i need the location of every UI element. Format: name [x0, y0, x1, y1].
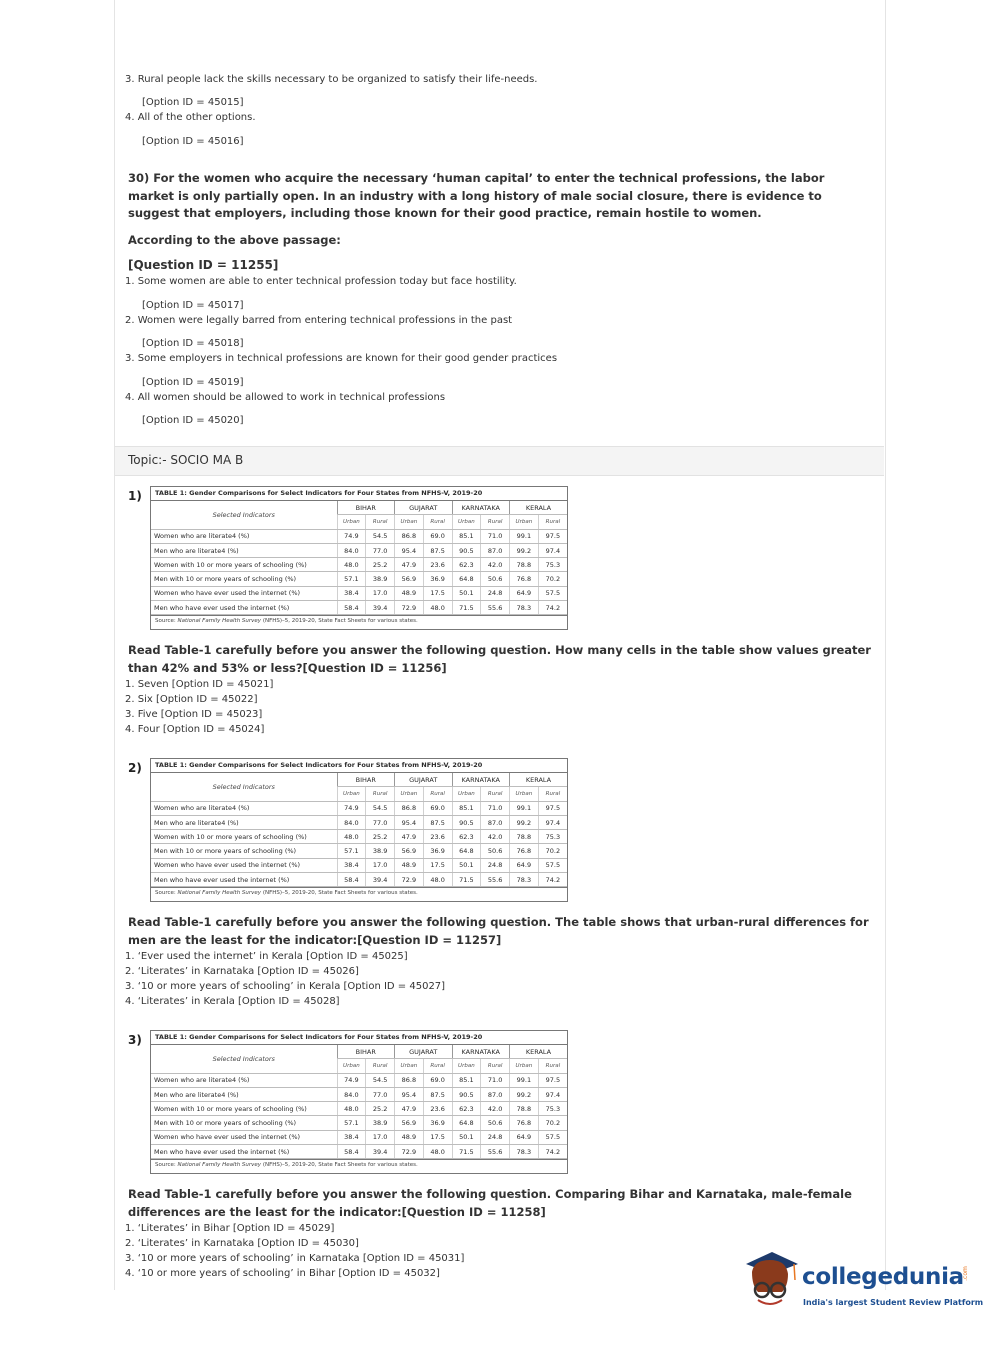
- table-cell: 55.6: [481, 1145, 510, 1159]
- state-header: GUJARAT: [395, 501, 453, 515]
- table-grid: [151, 501, 567, 615]
- table-cell: 62.3: [452, 1102, 481, 1116]
- table-cell: 38.4: [337, 586, 366, 600]
- table-cell: 70.2: [538, 844, 567, 858]
- q30-option-3-id: [Option ID = 45019]: [142, 377, 244, 388]
- table-cell: 48.0: [337, 1102, 366, 1116]
- table-cell: 97.4: [538, 1087, 567, 1101]
- q3-option-3: 3. ‘10 or more years of schooling’ in Karnataka [Option ID = 45031]: [125, 1253, 465, 1264]
- table-cell: 75.3: [538, 1102, 567, 1116]
- table-cell: 85.1: [452, 801, 481, 815]
- table-cell: 85.1: [452, 1073, 481, 1087]
- urban-subheader: Urban: [452, 515, 481, 529]
- table-cell: 64.9: [510, 1130, 539, 1144]
- table-cell: 48.9: [395, 586, 424, 600]
- urban-subheader: Urban: [337, 1059, 366, 1073]
- state-header: KERALA: [510, 1045, 568, 1059]
- urban-subheader: Urban: [510, 787, 539, 801]
- q2-text: Read Table-1 carefully before you answer the following question. The table shows that urban-rural differences for men are the least for the indicator:[Question ID = 11257]: [128, 915, 869, 947]
- table-cell: 39.4: [366, 1145, 395, 1159]
- q1-number: 1): [128, 489, 142, 503]
- q2-number: 2): [128, 761, 142, 775]
- table-row: [151, 1130, 567, 1144]
- topic-bar: [115, 446, 884, 476]
- state-header: KERALA: [510, 501, 568, 515]
- indicator-label: Men who are literate4 (%): [151, 815, 337, 829]
- table-cell: 86.8: [395, 801, 424, 815]
- table-cell: 48.0: [337, 830, 366, 844]
- indicator-label: Women with 10 or more years of schooling (%): [151, 1102, 337, 1116]
- rural-subheader: Rural: [423, 515, 452, 529]
- table-cell: 72.9: [395, 1145, 424, 1159]
- q30-prompt: According to the above passage:: [128, 233, 341, 247]
- q3-number: 3): [128, 1033, 142, 1047]
- table-row: [151, 1073, 567, 1087]
- q30-text: 30) For the women who acquire the necessary ‘human capital’ to enter the technical professions, the labor market is only partially open. In an industry with a long history of male social closure, there is evidence to suggest that employers, including those known for their good practice, remain hostile to women.: [128, 171, 825, 220]
- table-cell: 48.9: [395, 858, 424, 872]
- table-cell: 48.0: [423, 873, 452, 887]
- table-cell: 38.9: [366, 572, 395, 586]
- table-cell: 70.2: [538, 572, 567, 586]
- state-header: GUJARAT: [395, 1045, 453, 1059]
- table-source: [151, 887, 567, 901]
- urban-subheader: Urban: [395, 1059, 424, 1073]
- table-cell: 76.8: [510, 844, 539, 858]
- table-cell: 78.3: [510, 1145, 539, 1159]
- table-cell: 71.5: [452, 601, 481, 615]
- q1-option-4: 4. Four [Option ID = 45024]: [125, 724, 265, 735]
- indicator-label: Women who are literate4 (%): [151, 529, 337, 543]
- state-header: BIHAR: [337, 773, 395, 787]
- urban-subheader: Urban: [337, 515, 366, 529]
- table-cell: 86.8: [395, 1073, 424, 1087]
- rural-subheader: Rural: [481, 1059, 510, 1073]
- table-cell: 74.2: [538, 1145, 567, 1159]
- table-cell: 47.9: [395, 558, 424, 572]
- table-cell: 90.5: [452, 1087, 481, 1101]
- rural-subheader: Rural: [423, 1059, 452, 1073]
- logo-tagline: India's largest Student Review Platform: [803, 1298, 984, 1307]
- table-cell: 87.5: [423, 1087, 452, 1101]
- table-cell: 95.4: [395, 1087, 424, 1101]
- table-cell: 78.8: [510, 1102, 539, 1116]
- q30-option-3: 3. Some employers in technical professions are known for their good gender practices: [125, 353, 558, 364]
- rural-subheader: Rural: [538, 787, 567, 801]
- q29-option-3: 3. Rural people lack the skills necessary to be organized to satisfy their life-needs.: [125, 74, 538, 85]
- table-cell: 64.9: [510, 586, 539, 600]
- table-cell: 17.5: [423, 858, 452, 872]
- table-cell: 74.9: [337, 801, 366, 815]
- data-table: [150, 758, 568, 902]
- indicator-label: Women who are literate4 (%): [151, 1073, 337, 1087]
- table-cell: 50.6: [481, 844, 510, 858]
- table-cell: 24.8: [481, 1130, 510, 1144]
- data-table: [150, 1030, 568, 1174]
- table-cell: 17.5: [423, 1130, 452, 1144]
- indicator-label: Women with 10 or more years of schooling (%): [151, 830, 337, 844]
- table-cell: 64.8: [452, 844, 481, 858]
- table-row: [151, 873, 567, 887]
- q2-option-3: 3. ‘10 or more years of schooling’ in Kerala [Option ID = 45027]: [125, 981, 446, 992]
- q2-option-1: 1. ‘Ever used the internet’ in Kerala [Option ID = 45025]: [125, 951, 408, 962]
- indicator-label: Men who have ever used the internet (%): [151, 873, 337, 887]
- rural-subheader: Rural: [538, 515, 567, 529]
- q2-option-2: 2. ‘Literates’ in Karnataka [Option ID = 45026]: [125, 966, 359, 977]
- table-cell: 78.3: [510, 873, 539, 887]
- table-cell: 17.0: [366, 858, 395, 872]
- rural-subheader: Rural: [481, 515, 510, 529]
- table-grid: [151, 773, 567, 887]
- urban-subheader: Urban: [510, 1059, 539, 1073]
- table-cell: 38.4: [337, 858, 366, 872]
- indicator-label: Women who are literate4 (%): [151, 801, 337, 815]
- table-cell: 17.5: [423, 586, 452, 600]
- table-cell: 42.0: [481, 830, 510, 844]
- table-cell: 77.0: [366, 815, 395, 829]
- table-cell: 39.4: [366, 873, 395, 887]
- table-row: [151, 543, 567, 557]
- q29-option-4-id: [Option ID = 45016]: [142, 136, 244, 147]
- table-cell: 95.4: [395, 815, 424, 829]
- table-cell: 77.0: [366, 1087, 395, 1101]
- q30-option-2: 2. Women were legally barred from entering technical professions in the past: [125, 315, 513, 326]
- q2-option-4: 4. ‘Literates’ in Kerala [Option ID = 45028]: [125, 996, 340, 1007]
- table-cell: 57.1: [337, 1116, 366, 1130]
- table-cell: 48.0: [337, 558, 366, 572]
- table-cell: 56.9: [395, 1116, 424, 1130]
- indicator-label: Men who have ever used the internet (%): [151, 1145, 337, 1159]
- table-cell: 56.9: [395, 844, 424, 858]
- q1-option-2: 2. Six [Option ID = 45022]: [125, 694, 258, 705]
- table-cell: 97.4: [538, 543, 567, 557]
- table-cell: 99.1: [510, 529, 539, 543]
- table-cell: 42.0: [481, 558, 510, 572]
- table-cell: 95.4: [395, 543, 424, 557]
- state-header: GUJARAT: [395, 773, 453, 787]
- table-cell: 38.4: [337, 1130, 366, 1144]
- table-row: [151, 844, 567, 858]
- q30-question-id: [Question ID = 11255]: [128, 258, 279, 272]
- table-row: [151, 1087, 567, 1101]
- urban-subheader: Urban: [452, 787, 481, 801]
- table-cell: 99.2: [510, 543, 539, 557]
- table-cell: 97.5: [538, 529, 567, 543]
- table-grid: [151, 1045, 567, 1159]
- table-source: [151, 1159, 567, 1173]
- table-row: [151, 586, 567, 600]
- table-cell: 71.5: [452, 1145, 481, 1159]
- q30-option-4: 4. All women should be allowed to work in technical professions: [125, 392, 446, 403]
- state-header: KARNATAKA: [452, 1045, 510, 1059]
- table-source: [151, 615, 567, 629]
- table-cell: 75.3: [538, 558, 567, 572]
- table-cell: 62.3: [452, 830, 481, 844]
- table-cell: 55.6: [481, 873, 510, 887]
- source-label: Source:: [155, 890, 176, 897]
- source-label: Source:: [155, 618, 176, 625]
- table-cell: 87.0: [481, 815, 510, 829]
- q29-option-4: 4. All of the other options.: [125, 112, 256, 123]
- table-cell: 75.3: [538, 830, 567, 844]
- mascot-logo-icon: [742, 1250, 798, 1310]
- rural-subheader: Rural: [538, 1059, 567, 1073]
- table-cell: 87.5: [423, 815, 452, 829]
- urban-subheader: Urban: [337, 787, 366, 801]
- source-rest: (NFHS)–5, 2019-20, State Fact Sheets for various states.: [262, 890, 418, 897]
- table-cell: 58.4: [337, 873, 366, 887]
- table-cell: 36.9: [423, 1116, 452, 1130]
- table-cell: 62.3: [452, 558, 481, 572]
- table-cell: 48.0: [423, 1145, 452, 1159]
- indicator-label: Women who have ever used the internet (%): [151, 586, 337, 600]
- table-cell: 97.5: [538, 1073, 567, 1087]
- indicator-label: Men with 10 or more years of schooling (%): [151, 572, 337, 586]
- table-cell: 64.8: [452, 1116, 481, 1130]
- table-row: [151, 572, 567, 586]
- table-cell: 76.8: [510, 572, 539, 586]
- table-cell: 71.0: [481, 801, 510, 815]
- indicator-label: Men with 10 or more years of schooling (%): [151, 1116, 337, 1130]
- table-cell: 97.5: [538, 801, 567, 815]
- table-cell: 47.9: [395, 1102, 424, 1116]
- table-row: [151, 529, 567, 543]
- q3-option-2: 2. ‘Literates’ in Karnataka [Option ID = 45030]: [125, 1238, 359, 1249]
- q3-text: Read Table-1 carefully before you answer the following question. Comparing Bihar and Karnataka, male-female differences are the least for the indicator:[Question ID = 11258]: [128, 1187, 852, 1219]
- table-cell: 47.9: [395, 830, 424, 844]
- table-cell: 78.8: [510, 558, 539, 572]
- q1-option-1: 1. Seven [Option ID = 45021]: [125, 679, 274, 690]
- table-cell: 71.0: [481, 1073, 510, 1087]
- table-cell: 74.9: [337, 1073, 366, 1087]
- source-rest: (NFHS)–5, 2019-20, State Fact Sheets for various states.: [262, 618, 418, 625]
- q3-option-1: 1. ‘Literates’ in Bihar [Option ID = 45029]: [125, 1223, 335, 1234]
- table-cell: 69.0: [423, 529, 452, 543]
- table-cell: 99.1: [510, 1073, 539, 1087]
- table-row: [151, 558, 567, 572]
- q30-option-2-id: [Option ID = 45018]: [142, 338, 244, 349]
- state-header: KERALA: [510, 773, 568, 787]
- table-cell: 57.5: [538, 858, 567, 872]
- source-label: Source:: [155, 1162, 176, 1169]
- rural-subheader: Rural: [366, 515, 395, 529]
- table-row: [151, 830, 567, 844]
- table-cell: 71.5: [452, 873, 481, 887]
- rural-subheader: Rural: [366, 787, 395, 801]
- q1-option-3: 3. Five [Option ID = 45023]: [125, 709, 263, 720]
- table-cell: 84.0: [337, 1087, 366, 1101]
- indicator-header: Selected Indicators: [151, 1045, 337, 1073]
- source-name: National Family Health Survey: [177, 890, 262, 897]
- table-cell: 50.1: [452, 1130, 481, 1144]
- table-cell: 48.0: [423, 601, 452, 615]
- table-row: [151, 601, 567, 615]
- logo-suffix: .com: [961, 1266, 969, 1281]
- indicator-header: Selected Indicators: [151, 773, 337, 801]
- table-cell: 76.8: [510, 1116, 539, 1130]
- table-cell: 87.5: [423, 543, 452, 557]
- source-name: National Family Health Survey: [177, 618, 262, 625]
- indicator-label: Men who have ever used the internet (%): [151, 601, 337, 615]
- table-cell: 71.0: [481, 529, 510, 543]
- indicator-label: Men who are literate4 (%): [151, 543, 337, 557]
- rural-subheader: Rural: [481, 787, 510, 801]
- table-cell: 54.5: [366, 529, 395, 543]
- table-cell: 55.6: [481, 601, 510, 615]
- table-cell: 97.4: [538, 815, 567, 829]
- indicator-label: Men who are literate4 (%): [151, 1087, 337, 1101]
- table-row: [151, 1145, 567, 1159]
- table-cell: 58.4: [337, 1145, 366, 1159]
- logo-wordmark: collegedunia: [802, 1264, 964, 1290]
- table-cell: 36.9: [423, 572, 452, 586]
- table-cell: 99.2: [510, 815, 539, 829]
- table-cell: 24.8: [481, 858, 510, 872]
- table-cell: 57.1: [337, 844, 366, 858]
- table-cell: 70.2: [538, 1116, 567, 1130]
- table-cell: 17.0: [366, 1130, 395, 1144]
- q3-option-4: 4. ‘10 or more years of schooling’ in Bihar [Option ID = 45032]: [125, 1268, 440, 1279]
- table-cell: 84.0: [337, 815, 366, 829]
- urban-subheader: Urban: [395, 515, 424, 529]
- table-cell: 74.2: [538, 601, 567, 615]
- table-cell: 86.8: [395, 529, 424, 543]
- q30-option-1: 1. Some women are able to enter technical profession today but face hostility.: [125, 276, 517, 287]
- rural-subheader: Rural: [423, 787, 452, 801]
- table-cell: 42.0: [481, 1102, 510, 1116]
- table-cell: 99.1: [510, 801, 539, 815]
- table-row: [151, 1116, 567, 1130]
- table-cell: 72.9: [395, 601, 424, 615]
- q30-option-4-id: [Option ID = 45020]: [142, 415, 244, 426]
- table-cell: 57.5: [538, 586, 567, 600]
- source-rest: (NFHS)–5, 2019-20, State Fact Sheets for various states.: [262, 1162, 418, 1169]
- urban-subheader: Urban: [452, 1059, 481, 1073]
- table-cell: 87.0: [481, 543, 510, 557]
- table-cell: 50.6: [481, 1116, 510, 1130]
- table-cell: 90.5: [452, 543, 481, 557]
- q1-text: Read Table-1 carefully before you answer the following question. How many cells in the table show values greater than 42% and 53% or less?[Question ID = 11256]: [128, 643, 871, 675]
- table-cell: 48.9: [395, 1130, 424, 1144]
- table-cell: 50.1: [452, 858, 481, 872]
- table-row: [151, 858, 567, 872]
- indicator-label: Women who have ever used the internet (%): [151, 1130, 337, 1144]
- table-cell: 72.9: [395, 873, 424, 887]
- table-cell: 23.6: [423, 830, 452, 844]
- indicator-header: Selected Indicators: [151, 501, 337, 529]
- indicator-label: Men with 10 or more years of schooling (%): [151, 844, 337, 858]
- indicator-label: Women who have ever used the internet (%): [151, 858, 337, 872]
- table-cell: 64.9: [510, 858, 539, 872]
- table-cell: 38.9: [366, 1116, 395, 1130]
- table-cell: 84.0: [337, 543, 366, 557]
- table-cell: 87.0: [481, 1087, 510, 1101]
- table-cell: 23.6: [423, 1102, 452, 1116]
- table-row: [151, 1102, 567, 1116]
- state-header: BIHAR: [337, 501, 395, 515]
- data-table: [150, 486, 568, 630]
- table-cell: 25.2: [366, 830, 395, 844]
- q30-option-1-id: [Option ID = 45017]: [142, 300, 244, 311]
- rural-subheader: Rural: [366, 1059, 395, 1073]
- q29-option-3-id: [Option ID = 45015]: [142, 97, 244, 108]
- state-header: KARNATAKA: [452, 773, 510, 787]
- table-cell: 39.4: [366, 601, 395, 615]
- table-cell: 50.6: [481, 572, 510, 586]
- table-row: [151, 801, 567, 815]
- table-cell: 74.9: [337, 529, 366, 543]
- table-cell: 36.9: [423, 844, 452, 858]
- table-cell: 74.2: [538, 873, 567, 887]
- table-cell: 78.3: [510, 601, 539, 615]
- urban-subheader: Urban: [510, 515, 539, 529]
- table-cell: 25.2: [366, 1102, 395, 1116]
- urban-subheader: Urban: [395, 787, 424, 801]
- table-cell: 56.9: [395, 572, 424, 586]
- table-cell: 64.8: [452, 572, 481, 586]
- table-cell: 50.1: [452, 586, 481, 600]
- source-name: National Family Health Survey: [177, 1162, 262, 1169]
- table-cell: 99.2: [510, 1087, 539, 1101]
- table-title: TABLE 1: Gender Comparisons for Select Indicators for Four States from NFHS-V, 2019-20: [151, 759, 567, 773]
- table-title: TABLE 1: Gender Comparisons for Select Indicators for Four States from NFHS-V, 2019-20: [151, 487, 567, 501]
- table-title: TABLE 1: Gender Comparisons for Select Indicators for Four States from NFHS-V, 2019-20: [151, 1031, 567, 1045]
- table-cell: 24.8: [481, 586, 510, 600]
- table-cell: 57.5: [538, 1130, 567, 1144]
- table-cell: 77.0: [366, 543, 395, 557]
- table-cell: 17.0: [366, 586, 395, 600]
- table-cell: 69.0: [423, 1073, 452, 1087]
- table-cell: 90.5: [452, 815, 481, 829]
- table-cell: 69.0: [423, 801, 452, 815]
- table-cell: 85.1: [452, 529, 481, 543]
- indicator-label: Women with 10 or more years of schooling (%): [151, 558, 337, 572]
- table-cell: 38.9: [366, 844, 395, 858]
- state-header: BIHAR: [337, 1045, 395, 1059]
- table-cell: 54.5: [366, 801, 395, 815]
- table-cell: 54.5: [366, 1073, 395, 1087]
- table-row: [151, 815, 567, 829]
- table-cell: 25.2: [366, 558, 395, 572]
- state-header: KARNATAKA: [452, 501, 510, 515]
- table-cell: 58.4: [337, 601, 366, 615]
- table-cell: 78.8: [510, 830, 539, 844]
- table-cell: 23.6: [423, 558, 452, 572]
- table-cell: 57.1: [337, 572, 366, 586]
- topic-title: Topic:- SOCIO MA B: [128, 453, 244, 467]
